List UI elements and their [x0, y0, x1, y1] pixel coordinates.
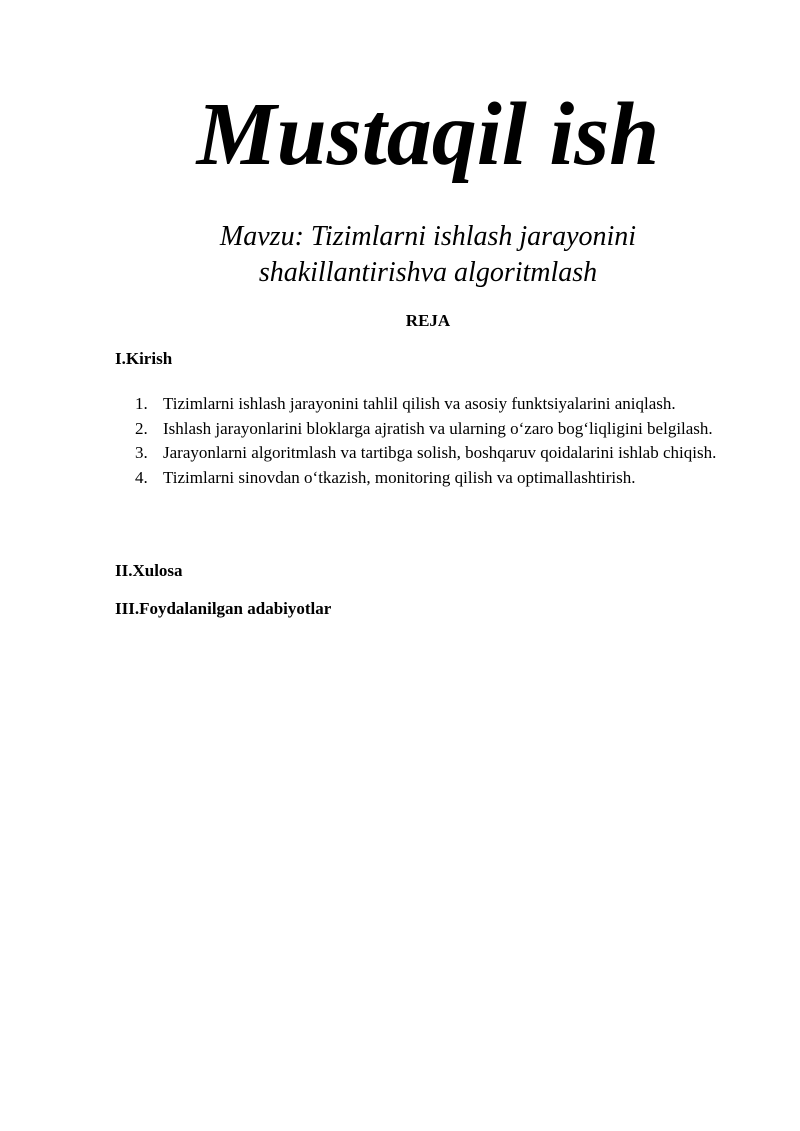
plan-item-text: Jarayonlarni algoritmlash va tartibga solish, boshqaruv qoidalarini ishlab chiqish.: [163, 443, 717, 462]
plan-item-text: Tizimlarni ishlash jarayonini tahlil qilish va asosiy funktsiyalarini aniqlash.: [163, 394, 676, 413]
plan-item-text: Ishlash jarayonlarini bloklarga ajratish va ularning o‘zaro bog‘liqligini belgilash.: [163, 418, 713, 438]
section-heading-references: III.Foydalanilgan adabiyotlar: [115, 599, 332, 618]
subtitle-line-1: Mavzu: Tizimlarni ishlash jarayonini: [219, 221, 637, 252]
plan-item: [135, 441, 742, 466]
document-title: Mustaqil ish: [196, 85, 660, 184]
plan-item: [135, 417, 742, 442]
plan-item-number: 1.: [135, 394, 148, 413]
plan-item-number: 2.: [135, 418, 148, 438]
section-heading-intro: I.Kirish: [115, 349, 173, 368]
section-heading-conclusion: II.Xulosa: [115, 561, 183, 580]
plan-item-number: 4.: [135, 467, 148, 487]
plan-heading: REJA: [405, 311, 451, 330]
plan-item: [135, 466, 742, 491]
plan-item-text: Tizimlarni sinovdan o‘tkazish, monitoring qilish va optimallashtirish.: [163, 467, 636, 487]
subtitle-line-2: shakillantirishva algoritmlash: [258, 257, 598, 288]
document-subtitle: [100, 219, 756, 291]
plan-item-number: 3.: [135, 443, 148, 462]
plan-item: [135, 392, 742, 417]
plan-list: [135, 392, 742, 490]
